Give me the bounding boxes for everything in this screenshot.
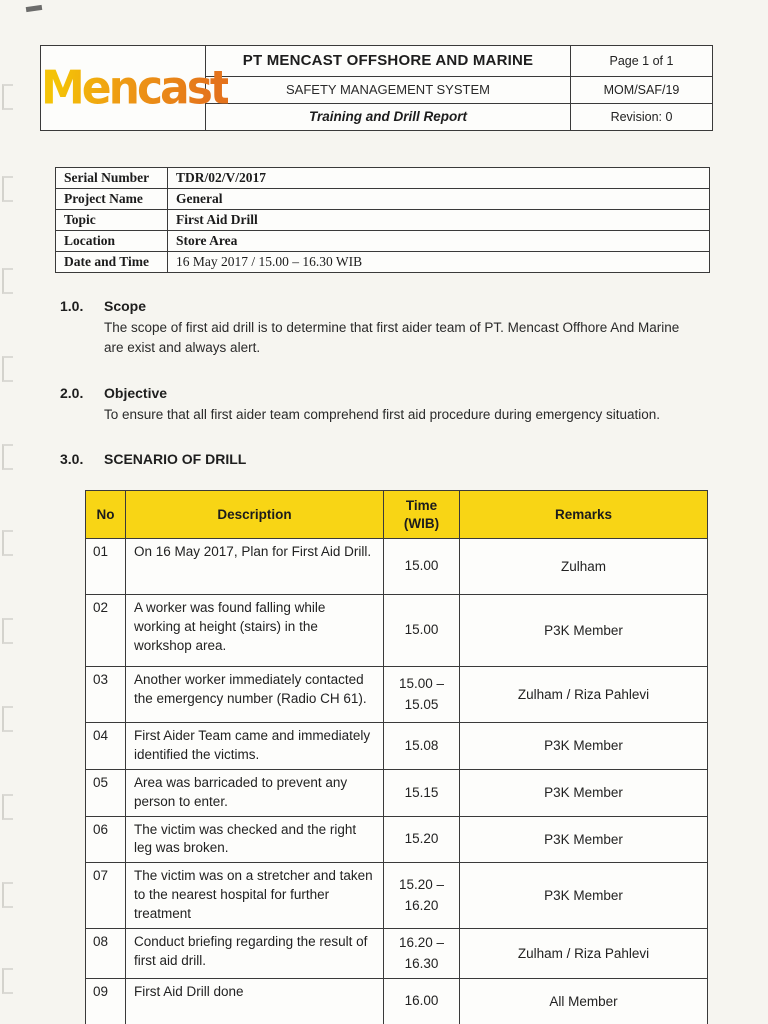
drill-cell-time: 15.15 [384, 769, 460, 816]
info-label: Date and Time [56, 252, 168, 273]
drill-cell-remarks: Zulham [460, 539, 708, 595]
drill-cell-time: 15.00 [384, 539, 460, 595]
drill-row [86, 667, 708, 723]
binding-mark [2, 706, 13, 732]
drill-header-time: Time (WIB) [384, 491, 460, 539]
binding-mark [2, 176, 13, 202]
drill-cell-remarks: P3K Member [460, 723, 708, 770]
section-title: Objective [104, 384, 168, 401]
info-row [56, 210, 710, 231]
section-heading [60, 385, 710, 401]
section-number: 2.0. [60, 384, 84, 401]
section-heading [60, 451, 710, 467]
drill-cell-no: 02 [86, 595, 126, 667]
binding-mark [2, 444, 13, 470]
info-value: Store Area [168, 231, 710, 252]
drill-cell-no: 05 [86, 769, 126, 816]
section-scope [60, 298, 710, 359]
drill-cell-no: 03 [86, 667, 126, 723]
drill-cell-description: The victim was on a stretcher and taken to the nearest hospital for further treatment [126, 863, 384, 929]
binding-mark [2, 618, 13, 644]
drill-cell-time: 15.20 [384, 816, 460, 863]
drill-cell-no: 07 [86, 863, 126, 929]
binding-mark [2, 882, 13, 908]
drill-cell-no: 04 [86, 723, 126, 770]
binding-mark [2, 530, 13, 556]
drill-row [86, 595, 708, 667]
drill-cell-remarks: Zulham / Riza Pahlevi [460, 667, 708, 723]
info-row [56, 252, 710, 273]
section-number: 1.0. [60, 298, 84, 314]
drill-row [86, 979, 708, 1024]
drill-cell-description: Area was barricaded to prevent any person to enter. [126, 769, 384, 816]
scan-corner-mark [26, 5, 43, 12]
section-body: The scope of first aid drill is to determine that first aider team of PT. Mencast Offhore And Marine are exist and always alert. [104, 320, 680, 356]
section-heading [60, 298, 710, 314]
drill-cell-time: 16.20 – 16.30 [384, 929, 460, 979]
drill-cell-remarks: P3K Member [460, 595, 708, 667]
drill-cell-no: 08 [86, 929, 126, 979]
drill-row [86, 539, 708, 595]
drill-cell-time: 15.00 – 15.05 [384, 667, 460, 723]
info-label: Project Name [56, 189, 168, 210]
info-row [56, 231, 710, 252]
page-number-cell: Page 1 of 1 [571, 46, 713, 77]
drill-scenario-table [85, 490, 708, 1024]
drill-cell-remarks: P3K Member [460, 769, 708, 816]
drill-header-description: Description [126, 491, 384, 539]
drill-cell-description: Another worker immediately contacted the emergency number (Radio CH 61). [126, 667, 384, 723]
binding-mark [2, 84, 13, 110]
drill-cell-time: 15.00 [384, 595, 460, 667]
drill-header-no: No [86, 491, 126, 539]
binding-mark [2, 356, 13, 382]
drill-cell-remarks: All Member [460, 979, 708, 1024]
drill-header-remarks: Remarks [460, 491, 708, 539]
drill-cell-time: 15.20 – 16.20 [384, 863, 460, 929]
system-name: SAFETY MANAGEMENT SYSTEM [286, 82, 490, 97]
drill-cell-remarks: Zulham / Riza Pahlevi [460, 929, 708, 979]
section-title: SCENARIO OF DRILL [104, 450, 247, 467]
binding-mark [2, 268, 13, 294]
drill-cell-description: Conduct briefing regarding the result of first aid drill. [126, 929, 384, 979]
drill-cell-description: A worker was found falling while working at height (stairs) in the workshop area. [126, 595, 384, 667]
drill-row [86, 816, 708, 863]
section-body: To ensure that all first aider team comprehend first aid procedure during emergency situation. [104, 406, 661, 422]
info-value: First Aid Drill [168, 210, 710, 231]
info-label: Location [56, 231, 168, 252]
document-header-table [40, 45, 713, 131]
system-name-cell [206, 77, 571, 104]
info-label: Topic [56, 210, 168, 231]
sections [60, 298, 710, 493]
drill-cell-description: First Aider Team came and immediately identified the victims. [126, 723, 384, 770]
drill-cell-no: 06 [86, 816, 126, 863]
drill-cell-no: 09 [86, 979, 126, 1024]
drill-cell-description: On 16 May 2017, Plan for First Aid Drill. [126, 539, 384, 595]
doc-title-cell [206, 104, 571, 131]
drill-cell-remarks: P3K Member [460, 816, 708, 863]
info-value: TDR/02/V/2017 [168, 168, 710, 189]
section-number: 3.0. [60, 450, 84, 467]
drill-cell-description: First Aid Drill done [126, 979, 384, 1024]
drill-row [86, 769, 708, 816]
doc-code-cell: MOM/SAF/19 [571, 77, 713, 104]
section-scenario [60, 451, 710, 467]
info-value: General [168, 189, 710, 210]
company-name-cell [206, 46, 571, 77]
drill-cell-time: 15.08 [384, 723, 460, 770]
info-row [56, 168, 710, 189]
company-name: PT MENCAST OFFSHORE AND MARINE [242, 52, 534, 69]
binding-mark [2, 794, 13, 820]
mencast-logo: Mencast [41, 61, 228, 115]
drill-row [86, 723, 708, 770]
revision-cell: Revision: 0 [571, 104, 713, 131]
drill-cell-time: 16.00 [384, 979, 460, 1024]
info-value: 16 May 2017 / 15.00 – 16.30 WIB [168, 252, 710, 273]
drill-row [86, 863, 708, 929]
binding-mark [2, 968, 13, 994]
drill-header-row [86, 491, 708, 539]
drill-row [86, 929, 708, 979]
drill-cell-description: The victim was checked and the right leg was broken. [126, 816, 384, 863]
section-objective [60, 385, 710, 425]
doc-title: Training and Drill Report [308, 109, 467, 124]
drill-cell-remarks: P3K Member [460, 863, 708, 929]
info-row [56, 189, 710, 210]
logo-cell [41, 46, 228, 131]
info-label: Serial Number [56, 168, 168, 189]
section-title: Scope [104, 298, 147, 314]
report-info-table [55, 167, 710, 273]
drill-cell-no: 01 [86, 539, 126, 595]
